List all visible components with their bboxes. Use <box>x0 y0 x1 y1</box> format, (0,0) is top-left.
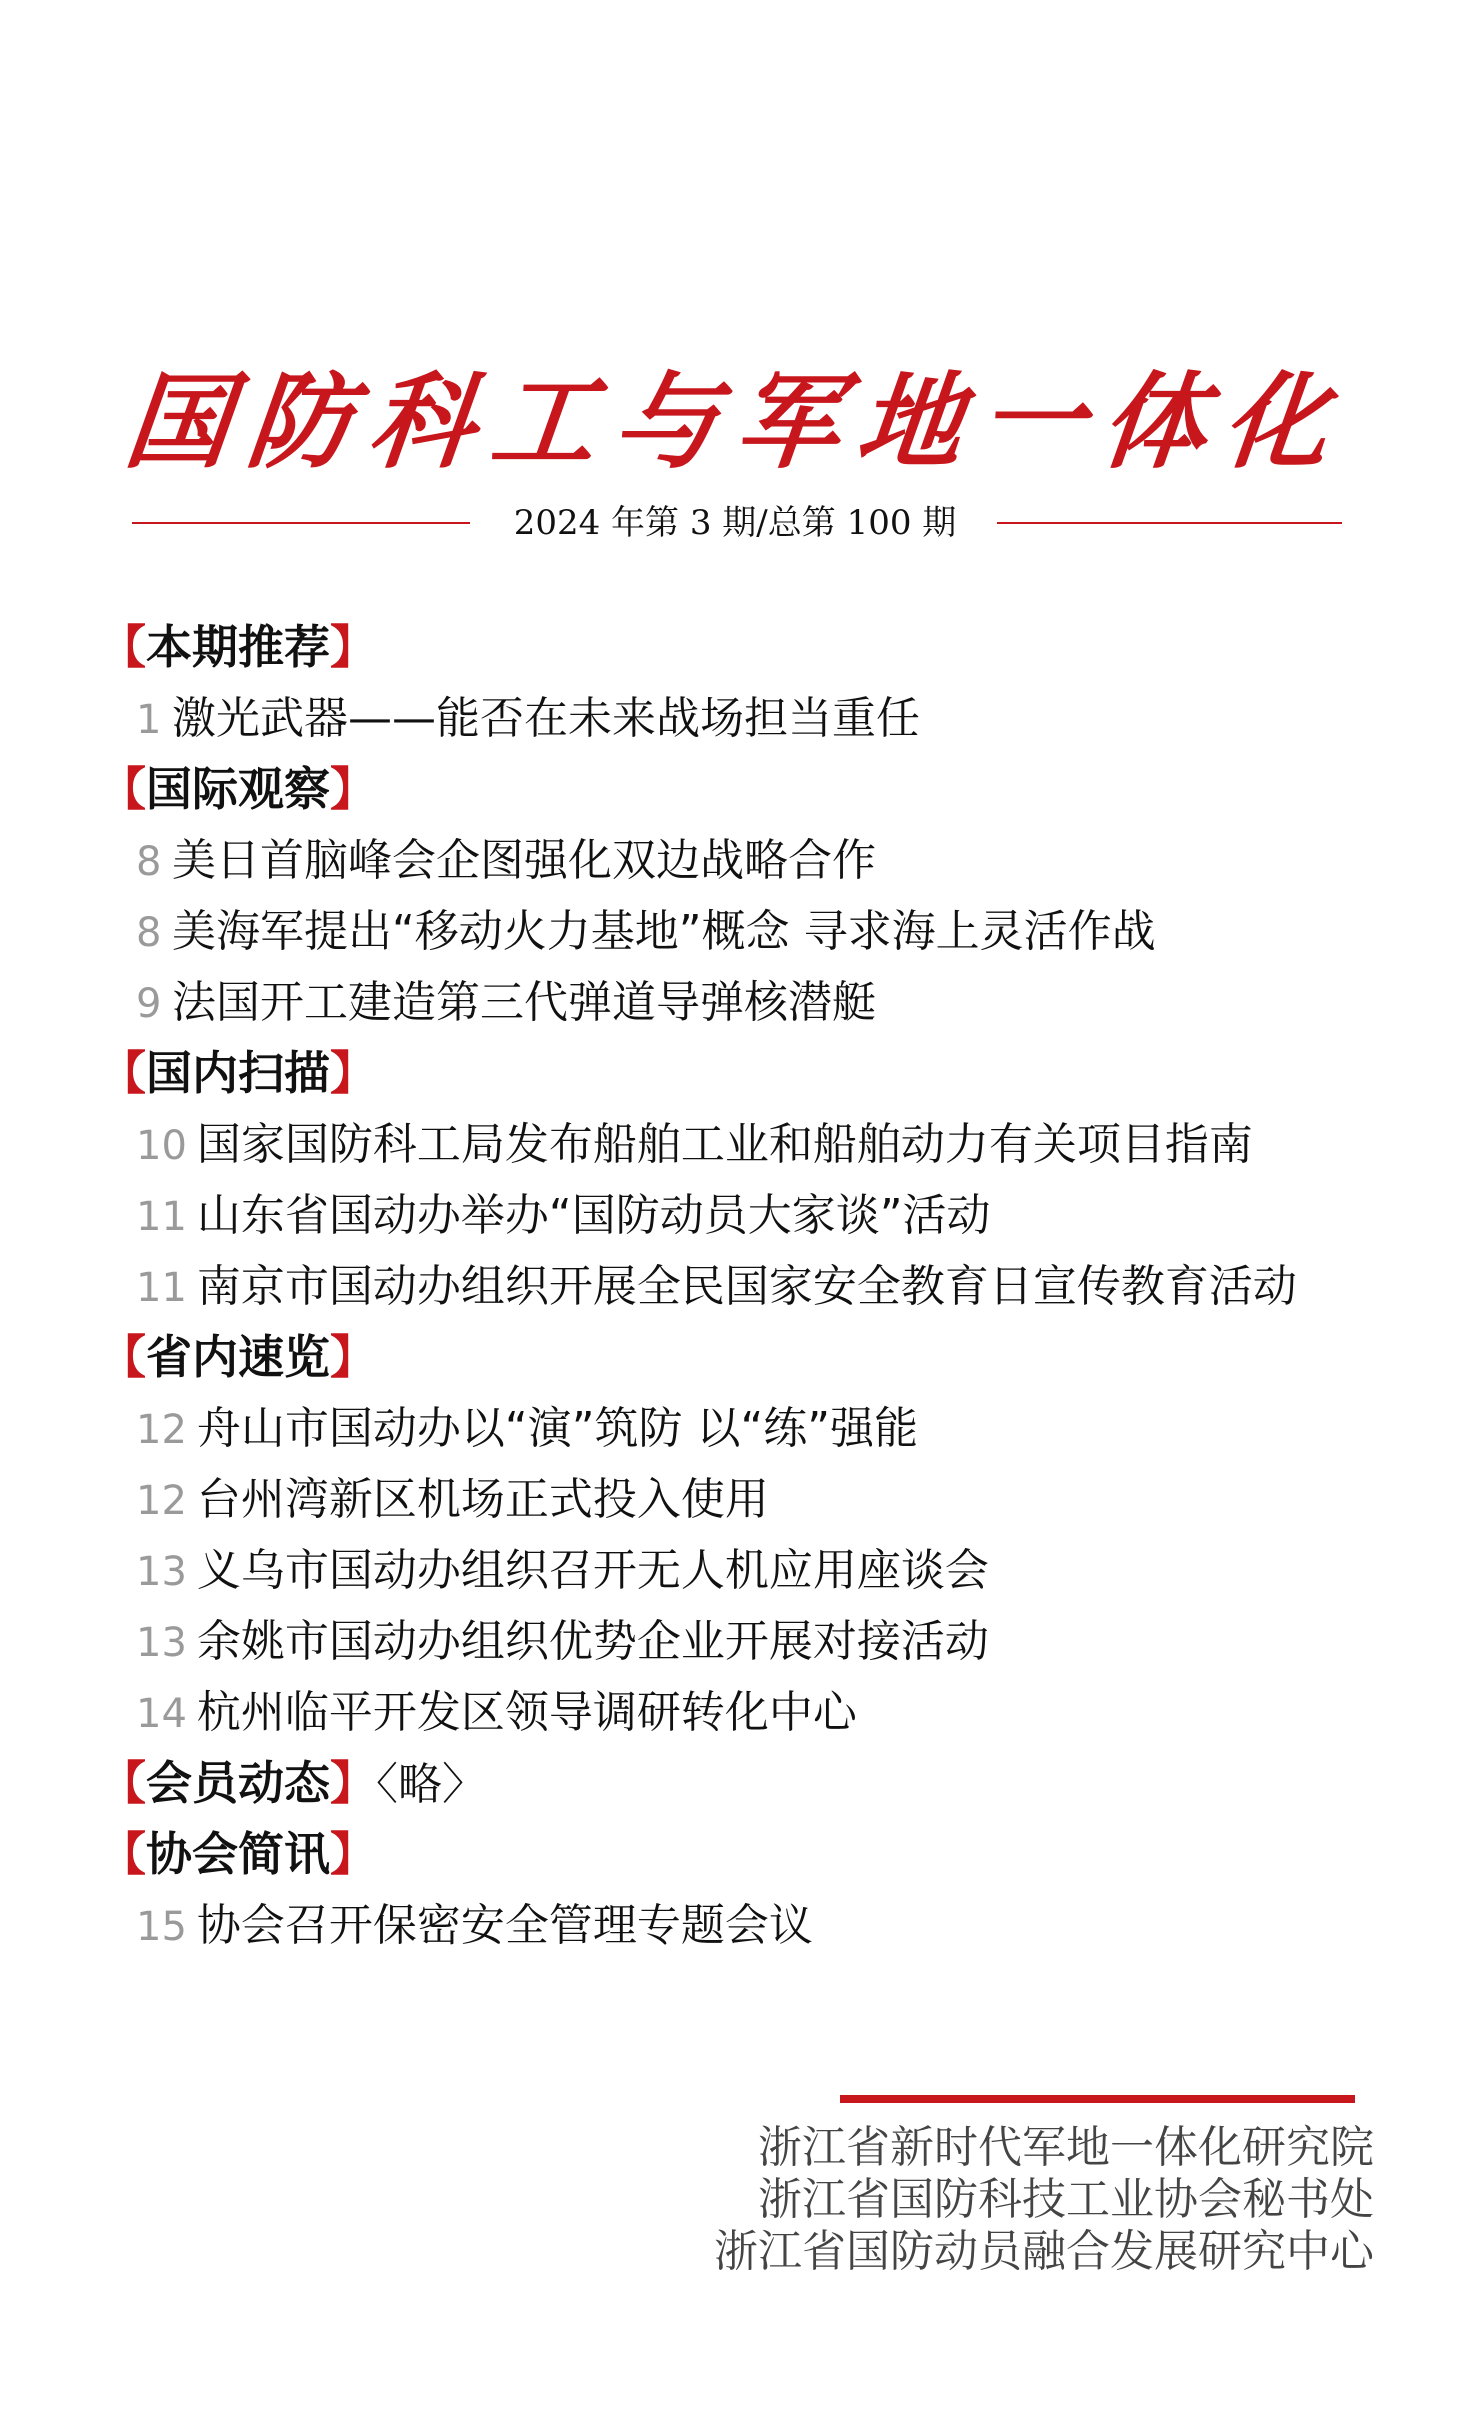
bracket-open: 【 <box>100 1046 146 1100</box>
entry-title: 协会召开保密安全管理专题会议 <box>196 1900 813 1951</box>
toc-entry[interactable] <box>100 1890 1400 1961</box>
issue-divider-left <box>132 522 470 524</box>
bracket-close: 】 <box>330 762 376 816</box>
toc-entry[interactable] <box>100 825 1400 896</box>
section-title: 会员动态 <box>146 1756 330 1810</box>
page-number: 14 <box>136 1691 187 1737</box>
toc-entry[interactable] <box>100 1109 1400 1180</box>
toc-entry[interactable] <box>100 1606 1400 1677</box>
entry-title: 法国开工建造第三代弹道导弹核潜艇 <box>172 977 876 1028</box>
section-title: 国际观察 <box>146 762 330 816</box>
page-number: 12 <box>136 1478 187 1524</box>
bracket-open: 【 <box>100 762 146 816</box>
entry-title: 山东省国动办举办“国防动员大家谈”活动 <box>196 1190 991 1241</box>
bracket-open: 【 <box>100 1330 146 1384</box>
entry-title: 余姚市国动办组织优势企业开展对接活动 <box>196 1616 989 1667</box>
toc-entry[interactable] <box>100 1677 1400 1748</box>
section-heading[interactable] <box>100 1819 1400 1890</box>
issue-line <box>132 498 1342 548</box>
toc-entry[interactable] <box>100 683 1400 754</box>
toc-entry[interactable] <box>100 1535 1400 1606</box>
entry-title: 义乌市国动办组织召开无人机应用座谈会 <box>196 1545 989 1596</box>
toc-entry[interactable] <box>100 1393 1400 1464</box>
page-number: 11 <box>136 1265 187 1311</box>
footer-accent-bar <box>840 2095 1355 2103</box>
section-heading[interactable] <box>100 612 1400 683</box>
section-heading[interactable] <box>100 1038 1400 1109</box>
toc-entry[interactable] <box>100 1464 1400 1535</box>
page-number: 11 <box>136 1194 187 1240</box>
page-number: 12 <box>136 1407 187 1453</box>
section-title: 国内扫描 <box>146 1046 330 1100</box>
page-number: 13 <box>136 1549 187 1595</box>
section-title: 省内速览 <box>146 1330 330 1384</box>
page-number: 13 <box>136 1620 187 1666</box>
section-title: 本期推荐 <box>146 620 330 674</box>
entry-title: 舟山市国动办以“演”筑防 以“练”强能 <box>196 1403 919 1454</box>
section-title: 协会简讯 <box>146 1827 330 1881</box>
section-heading[interactable] <box>100 754 1400 825</box>
masthead-title: 国防科工与军地一体化 <box>119 360 1353 483</box>
entry-title: 激光武器——能否在未来战场担当重任 <box>172 693 920 744</box>
page-number: 10 <box>136 1123 187 1169</box>
org-name: 浙江省新时代军地一体化研究院 <box>758 2122 1374 2173</box>
section-heading[interactable] <box>100 1322 1400 1393</box>
entry-title: 美日首脑峰会企图强化双边战略合作 <box>172 835 876 886</box>
toc-entry[interactable] <box>100 967 1400 1038</box>
bracket-open: 【 <box>100 1756 146 1810</box>
table-of-contents <box>100 612 1400 1961</box>
bracket-open: 【 <box>100 620 146 674</box>
entry-title: 美海军提出“移动火力基地”概念 寻求海上灵活作战 <box>172 906 1156 957</box>
toc-entry[interactable] <box>100 1251 1400 1322</box>
page-number: 8 <box>136 839 162 885</box>
issue-divider-right <box>997 522 1342 524</box>
page-number: 8 <box>136 910 162 956</box>
entry-title: 杭州临平开发区领导调研转化中心 <box>196 1687 857 1738</box>
org-name: 浙江省国防动员融合发展研究中心 <box>714 2226 1374 2277</box>
bracket-open: 【 <box>100 1827 146 1881</box>
section-heading[interactable] <box>100 1748 1400 1819</box>
page-number: 1 <box>136 697 162 743</box>
org-name: 浙江省国防科技工业协会秘书处 <box>758 2174 1374 2225</box>
issue-number: 2024 年第 3 期/总第 100 期 <box>513 503 957 543</box>
entry-title: 国家国防科工局发布船舶工业和船舶动力有关项目指南 <box>196 1119 1253 1170</box>
page-number: 9 <box>136 981 162 1027</box>
bracket-close: 】 <box>330 1046 376 1100</box>
entry-title: 台州湾新区机场正式投入使用 <box>196 1474 769 1525</box>
page-number: 15 <box>136 1904 187 1950</box>
bracket-close: 】 <box>330 1330 376 1384</box>
toc-entry[interactable] <box>100 896 1400 967</box>
bracket-close: 】 <box>330 620 376 674</box>
toc-entry[interactable] <box>100 1180 1400 1251</box>
section-note: 〈略〉 <box>376 1759 486 1810</box>
bracket-close: 】 <box>330 1756 376 1810</box>
bracket-close: 】 <box>330 1827 376 1881</box>
entry-title: 南京市国动办组织开展全民国家安全教育日宣传教育活动 <box>196 1261 1297 1312</box>
